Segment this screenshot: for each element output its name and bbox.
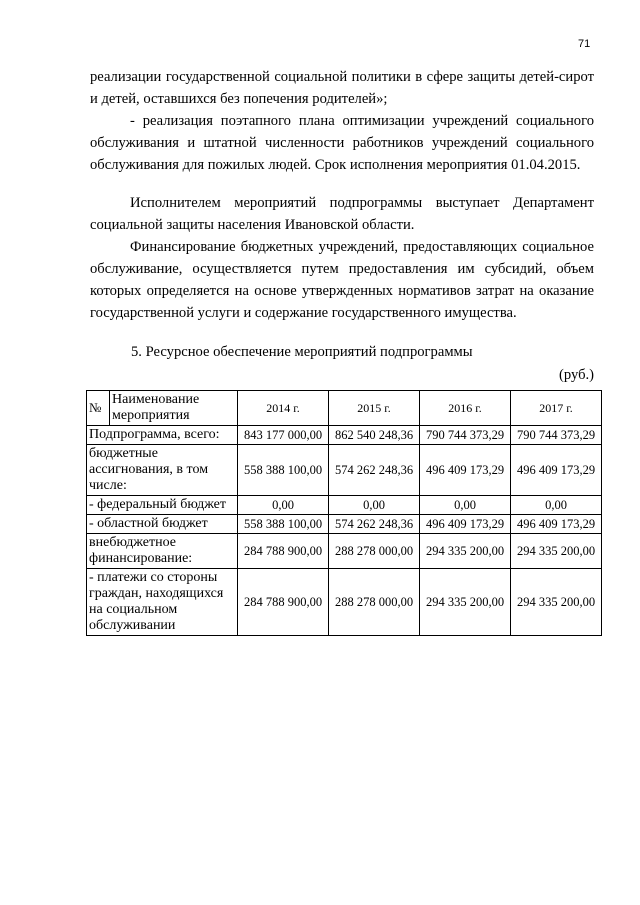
- cell-value: 294 335 200,00: [420, 569, 511, 636]
- cell-value: 496 409 173,29: [420, 515, 511, 534]
- cell-value: 0,00: [420, 496, 511, 515]
- cell-value: 0,00: [329, 496, 420, 515]
- row-label: внебюджетное финансирование:: [87, 534, 238, 569]
- row-label: Подпрограмма, всего:: [87, 426, 238, 445]
- cell-value: 288 278 000,00: [329, 534, 420, 569]
- cell-value: 558 388 100,00: [238, 515, 329, 534]
- row-label: - федеральный бюджет: [87, 496, 238, 515]
- cell-value: 558 388 100,00: [238, 445, 329, 496]
- table-header-row: [87, 391, 602, 426]
- page-number: 71: [578, 38, 591, 50]
- cell-value: 0,00: [238, 496, 329, 515]
- header-name: Наименование мероприятия: [110, 391, 238, 426]
- cell-value: 862 540 248,36: [329, 426, 420, 445]
- cell-value: 496 409 173,29: [420, 445, 511, 496]
- cell-value: 574 262 248,36: [329, 445, 420, 496]
- paragraph-continuation: реализации государственной социальной политики в сфере защиты детей-сирот и детей, оставшихся без попечения родителей»;: [90, 69, 594, 107]
- row-label: - областной бюджет: [87, 515, 238, 534]
- header-year-2015: 2015 г.: [329, 391, 420, 426]
- paragraph-optimization-plan: - реализация поэтапного плана оптимизации учреждений социального обслуживания и штатной численности работников учреждений социального обслуживания для пожилых людей. Срок исполнения мероприятия 01.04.2015.: [90, 113, 594, 173]
- cell-value: 574 262 248,36: [329, 515, 420, 534]
- cell-value: 496 409 173,29: [511, 445, 602, 496]
- resource-table: [86, 390, 602, 636]
- cell-value: 790 744 373,29: [511, 426, 602, 445]
- cell-value: 294 335 200,00: [511, 569, 602, 636]
- table-row: [87, 445, 602, 496]
- cell-value: 843 177 000,00: [238, 426, 329, 445]
- table-row: [87, 534, 602, 569]
- cell-value: 0,00: [511, 496, 602, 515]
- cell-value: 790 744 373,29: [420, 426, 511, 445]
- header-year-2016: 2016 г.: [420, 391, 511, 426]
- cell-value: 294 335 200,00: [511, 534, 602, 569]
- table-row: [87, 515, 602, 534]
- cell-value: 288 278 000,00: [329, 569, 420, 636]
- table-row: [87, 496, 602, 515]
- cell-value: 496 409 173,29: [511, 515, 602, 534]
- paragraph-financing: Финансирование бюджетных учреждений, предоставляющих социальное обслуживание, осуществляется путем предоставления им субсидий, объем которых определяется на основе утвержденных нормативов затрат на оказание государственной услуги и содержание государственного имущества.: [90, 239, 594, 321]
- cell-value: 284 788 900,00: [238, 569, 329, 636]
- cell-value: 284 788 900,00: [238, 534, 329, 569]
- currency-unit: (руб.): [559, 367, 595, 383]
- header-number: №: [87, 391, 110, 426]
- cell-value: 294 335 200,00: [420, 534, 511, 569]
- section-heading: 5. Ресурсное обеспечение мероприятий подпрограммы: [131, 344, 473, 360]
- table-row: [87, 426, 602, 445]
- header-year-2017: 2017 г.: [511, 391, 602, 426]
- table-row: [87, 569, 602, 636]
- row-label: - платежи со стороны граждан, находящихся на социальном обслуживании: [87, 569, 238, 636]
- header-year-2014: 2014 г.: [238, 391, 329, 426]
- row-label: бюджетные ассигнования, в том числе:: [87, 445, 238, 496]
- paragraph-executor: Исполнителем мероприятий подпрограммы выступает Департамент социальной защиты населения Ивановской области.: [90, 195, 594, 233]
